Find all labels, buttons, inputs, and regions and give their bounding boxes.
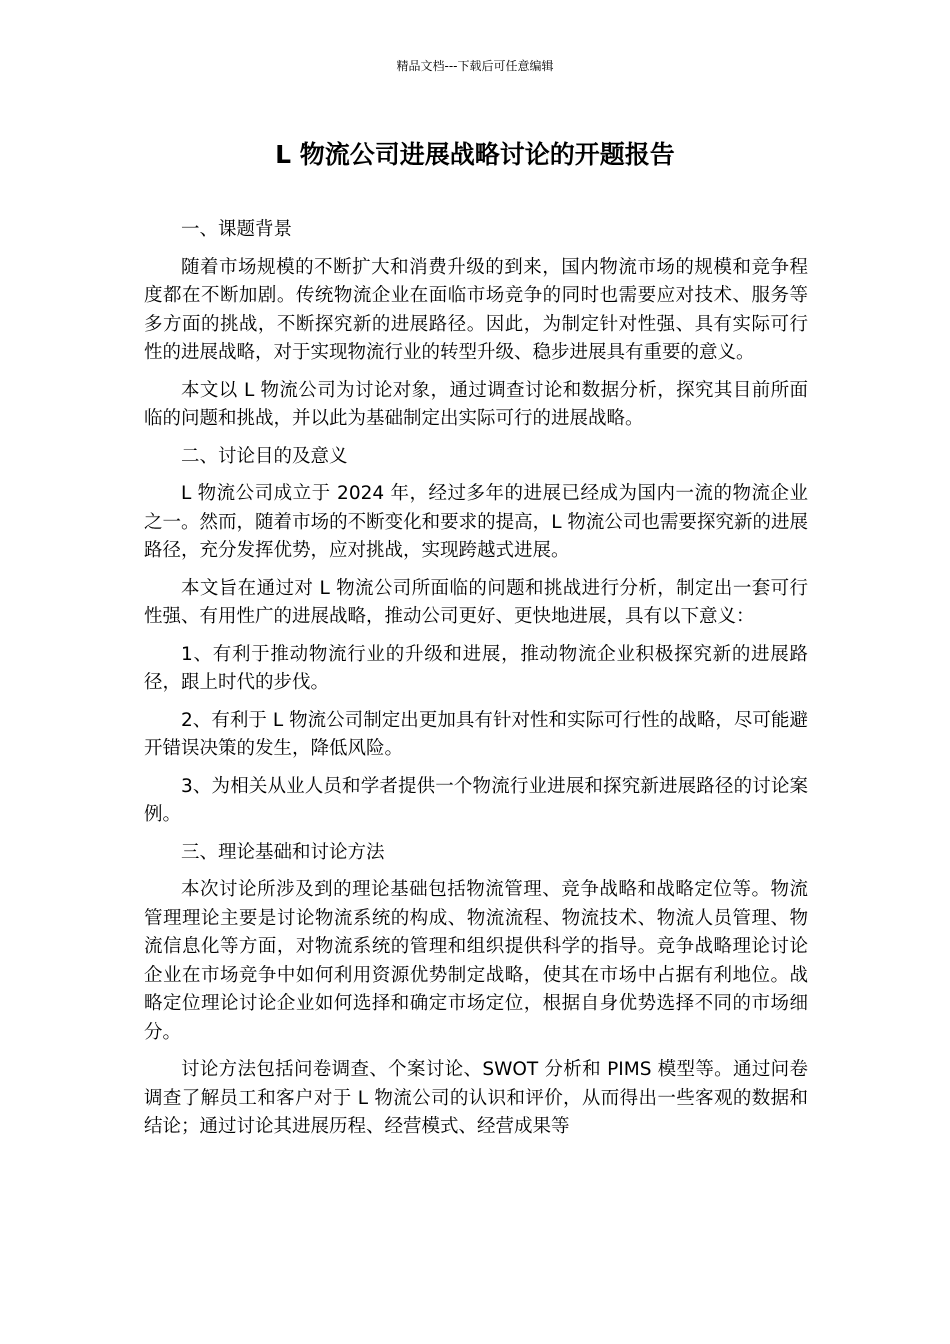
- document-body: [144, 216, 808, 1151]
- header-note: 精品文档---下载后可任意编辑: [396, 59, 554, 73]
- document-title: L 物流公司进展战略讨论的开题报告: [275, 140, 675, 169]
- paragraph: L 物流公司成立于 2024 年，经过多年的进展已经成为国内一流的物流企业之一。然而，随着市场的不断变化和要求的提高，L 物流公司也需要探究新的进展路径，充分发挥优势，应对挑战，实现跨越式进展。: [144, 483, 808, 561]
- section-heading-background: 一、课题背景: [181, 219, 293, 240]
- paragraph: 本文以 L 物流公司为讨论对象，通过调查讨论和数据分析，探究其目前所面临的问题和挑战，并以此为基础制定出实际可行的进展战略。: [144, 379, 808, 429]
- section-heading-theory: 三、理论基础和讨论方法: [181, 841, 385, 863]
- paragraph: 本文旨在通过对 L 物流公司所面临的问题和挑战进行分析，制定出一套可行性强、有用性广的进展战略，推动公司更好、更快地进展，具有以下意义：: [144, 577, 808, 627]
- section-heading-purpose: 二、讨论目的及意义: [181, 445, 348, 467]
- paragraph: 随着市场规模的不断扩大和消费升级的到来，国内物流市场的规模和竞争程度都在不断加剧。传统物流企业在面临市场竞争的同时也需要应对技术、服务等多方面的挑战，不断探究新的进展路径。因此，为制定针对性强、具有实际可行性的进展战略，对于实现物流行业的转型升级、稳步进展具有重要的意义。: [144, 256, 808, 363]
- list-item: 3、为相关从业人员和学者提供一个物流行业进展和探究新进展路径的讨论案例。: [144, 775, 808, 825]
- paragraph: 讨论方法包括问卷调查、个案讨论、SWOT 分析和 PIMS 模型等。通过问卷调查了解员工和客户对于 L 物流公司的认识和评价，从而得出一些客观的数据和结论；通过讨论其进展历程、经营模式、经营成果等: [144, 1059, 808, 1137]
- list-item: 2、有利于 L 物流公司制定出更加具有针对性和实际可行性的战略，尽可能避开错误决策的发生，降低风险。: [144, 709, 808, 759]
- paragraph: 本次讨论所涉及到的理论基础包括物流管理、竞争战略和战略定位等。物流管理理论主要是讨论物流系统的构成、物流流程、物流技术、物流人员管理、物流信息化等方面，对物流系统的管理和组织提供科学的指导。竞争战略理论讨论企业在市场竞争中如何利用资源优势制定战略，使其在市场中占据有利地位。战略定位理论讨论企业如何选择和确定市场定位，根据自身优势选择不同的市场细分。: [144, 879, 808, 1043]
- list-item: 1、有利于推动物流行业的升级和进展，推动物流企业积极探究新的进展路径，跟上时代的步伐。: [144, 643, 808, 693]
